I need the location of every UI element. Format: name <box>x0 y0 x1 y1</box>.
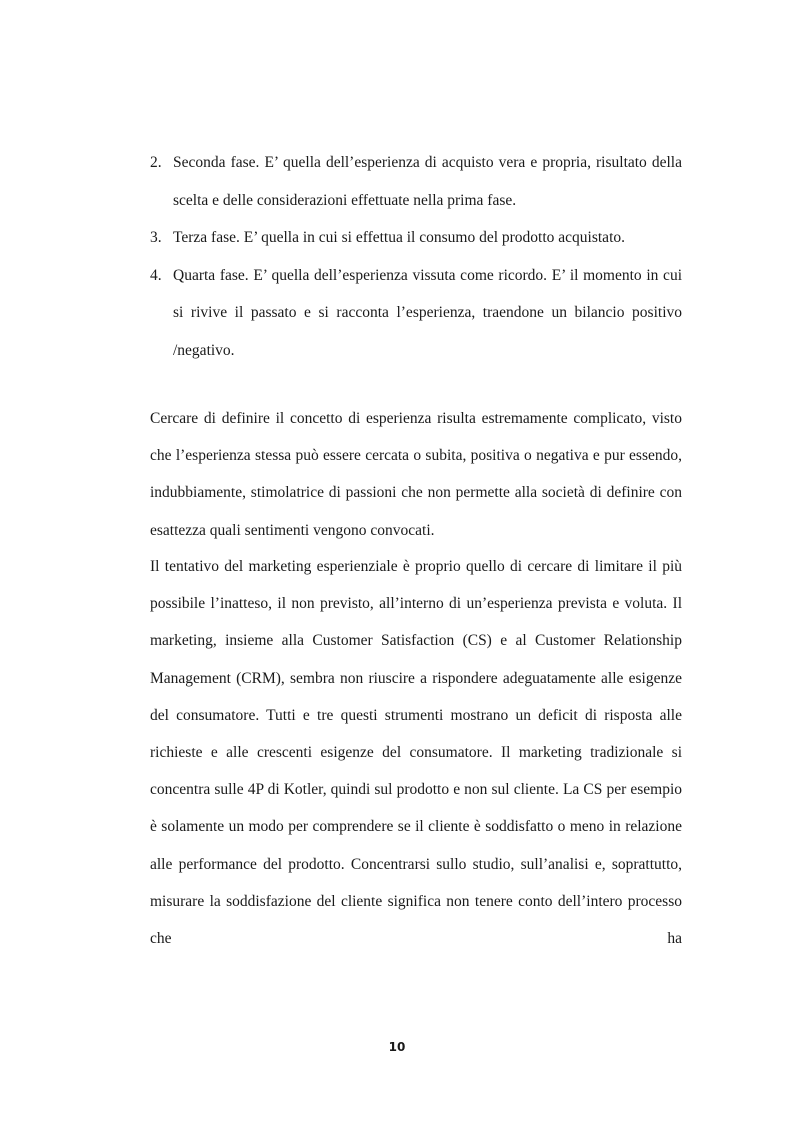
list-item-number: 3. <box>150 229 162 246</box>
list-item <box>150 144 682 219</box>
paragraph-experience-definition: Cercare di definire il concetto di esperienza risulta estremamente complicato, visto che l’esperienza stessa può essere cercata o subita, positiva o negativa e pur essendo, indubbiamente, stimolatrice di passioni che non permette alla società di definire con esattezza quali sentimenti vengono convocati. <box>150 410 682 539</box>
list-item <box>150 219 682 257</box>
list-item <box>150 257 682 370</box>
list-item-number: 2. <box>150 154 162 171</box>
phase-list <box>150 144 682 369</box>
list-item-number: 4. <box>150 266 162 284</box>
paragraph-experiential-marketing: Il tentativo del marketing esperienziale è proprio quello di cercare di limitare il più possibile l’inatteso, il non previsto, all’interno di un’esperienza prevista e voluta. Il marketing, insieme alla Customer Satisfaction (CS) e al Customer Relationship Management (CRM), sembra non riuscire a rispondere adeguatamente alle esigenze del consumatore. Tutti e tre questi strumenti mostrano un deficit di risposta alle richieste e alle crescenti esigenze del consumatore. Il marketing tradizionale si concentra sulle 4P di Kotler, quindi sul prodotto e non sul cliente. La CS per esempio è solamente un modo per comprendere se il cliente è soddisfatto o meno in relazione alle performance del prodotto. Concentrarsi sullo studio, sull’analisi e, soprattutto, misurare la soddisfazione del cliente significa non tenere conto dell’intero processo che ha <box>150 558 682 948</box>
list-item-text: Quarta fase. E’ quella dell’esperienza vissuta come ricordo. E’ il momento in cui si rivive il passato e si racconta l’esperienza, traendone un bilancio positivo /negativo. <box>173 266 682 359</box>
list-item-text: Seconda fase. E’ quella dell’esperienza di acquisto vera e propria, risultato della scelta e delle considerazioni effettuate nella prima fase. <box>173 154 682 209</box>
page-number: 10 <box>388 1040 406 1054</box>
list-item-text: Terza fase. E’ quella in cui si effettua il consumo del prodotto acquistato. <box>173 229 625 246</box>
